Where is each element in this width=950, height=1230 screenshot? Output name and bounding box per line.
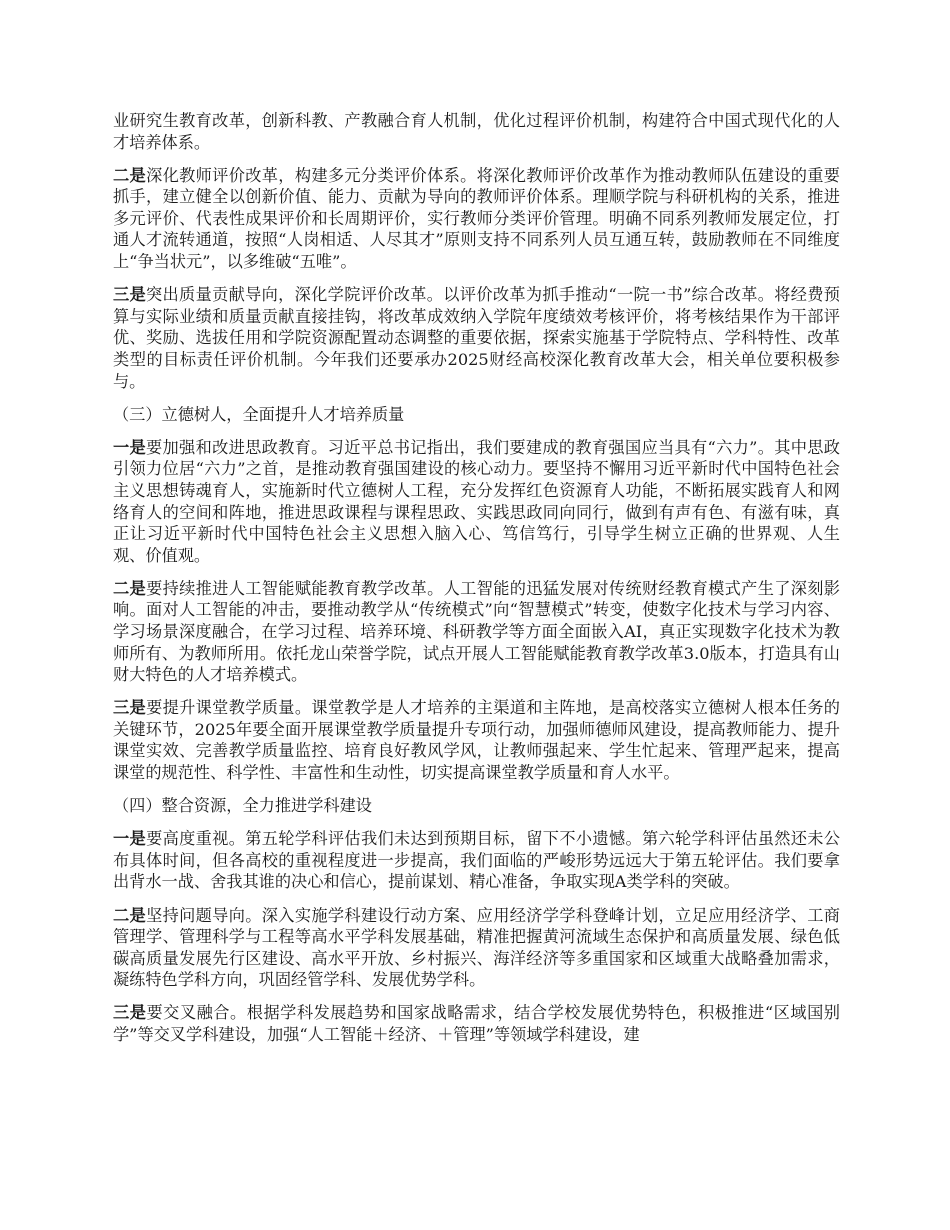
paragraph-text: 要高度重视。第五轮学科评估我们未达到预期目标，留下不小遗憾。第六轮学科评估虽然还未公布具体时间，但各高校的重视程度进一步提高，我们面临的严峻形势远远大于第五轮评估。我们要拿出背水一战、舍我其谁的决心和信心，提前谋划、精心准备，争取实现A类学科的突破。 (113, 829, 840, 892)
paragraph-lead: 二是 (113, 905, 147, 925)
paragraph-text: 坚持问题导向。深入实施学科建设行动方案、应用经济学学科登峰计划，立足应用经济学、工商管理学、管理科学与工程等高水平学科发展基础，精准把握黄河流域生态保护和高质量发展、绿色低碳高质量发展先行区建设、高水平开放、乡村振兴、海洋经济等多重国家和区域重大战略叠加需求，凝练特色学科方向，巩固经管学科、发展优势学科。 (113, 905, 840, 990)
paragraph-lead: 二是 (113, 165, 147, 185)
paragraph-high-priority (113, 828, 840, 893)
paragraph-text: 要交叉融合。根据学科发展趋势和国家战略需求，结合学校发展优势特色，积极推进“区域国别学”等交叉学科建设，加强“人工智能＋经济、＋管理”等领域学科建设，建 (113, 1003, 840, 1044)
paragraph-text: 突出质量贡献导向，深化学院评价改革。以评价改革为抓手推动“一院一书”综合改革。将经费预算与实际业绩和质量贡献直接挂钩，将改革成效纳入学院年度绩效考核评价，将考核结果作为干部评优、奖励、选拔任用和学院资源配置动态调整的重要依据，探索实施基于学院特点、学科特性、改革类型的目标责任评价机制。今年我们还要承办2025财经高校深化教育改革大会，相关单位要积极参与。 (113, 285, 840, 391)
paragraph-teacher-evaluation (113, 165, 840, 273)
paragraph-cross-integration (113, 1002, 840, 1045)
paragraph-text: 业研究生教育改革，创新科教、产教融合育人机制，优化过程评价机制，构建符合中国式现代化的人才培养体系。 (113, 111, 840, 152)
paragraph-lead: 二是 (113, 578, 147, 598)
paragraph-text: 要持续推进人工智能赋能教育教学改革。人工智能的迅猛发展对传统财经教育模式产生了深刻影响。面对人工智能的冲击，要推动教学从“传统模式”向“智慧模式”转变，使数字化技术与学习内容、学习场景深度融合，在学习过程、培养环境、科研教学等方面全面嵌入AI，真正实现数字化技术为教师所有、为教师所用。依托龙山荣誉学院，试点开展人工智能赋能教育教学改革3.0版本，打造具有山财大特色的人才培养模式。 (113, 578, 840, 685)
paragraph-classroom-quality (113, 697, 840, 783)
paragraph-intro-continuation (113, 110, 840, 153)
section-heading-4: （四）整合资源，全力推进学科建设 (113, 796, 372, 816)
paragraph-lead: 一是 (113, 829, 147, 849)
paragraph-text: 深化教师评价改革，构建多元分类评价体系。将深化教师评价改革作为推动教师队伍建设的重要抓手，建立健全以创新价值、能力、贡献为导向的教师评价体系。理顺学院与科研机构的关系，推进多元评价、代表性成果评价和长周期评价，实行教师分类评价管理。明确不同系列教师发展定位，打通人才流转通道，按照“人岗相适、人尽其才”原则支持不同系列人员互通互转，鼓励教师在不同维度上“争当状元”，以多维破“五唯”。 (113, 165, 840, 272)
paragraph-ai-education (113, 578, 840, 686)
section-heading-3: （三）立德树人，全面提升人才培养质量 (113, 404, 405, 424)
paragraph-text: 要提升课堂教学质量。课堂教学是人才培养的主渠道和主阵地，是高校落实立德树人根本任务的关键环节，2025年要全面开展课堂教学质量提升专项行动，加强师德师风建设，提高教师能力、提升课堂实效、完善教学质量监控、培育良好教风学风，让教师强起来、学生忙起来、管理严起来，提高课堂的规范性、科学性、丰富性和生动性，切实提高课堂教学质量和育人水平。 (113, 698, 840, 783)
paragraph-lead: 一是 (113, 437, 147, 457)
paragraph-problem-oriented (113, 905, 840, 991)
paragraph-lead: 三是 (113, 1003, 147, 1023)
paragraph-ideological-education (113, 437, 840, 567)
document-body (113, 110, 840, 1057)
paragraph-lead: 三是 (113, 698, 147, 718)
paragraph-text: 要加强和改进思政教育。习近平总书记指出，我们要建成的教育强国应当具有“六力”。其中思政引领力位居“六力”之首，是推动教育强国建设的核心动力。要坚持不懈用习近平新时代中国特色社会主义思想铸魂育人，实施新时代立德树人工程，充分发挥红色资源育人功能，不断拓展实践育人和网络育人的空间和阵地，推进思政课程与课程思政、实践思政同向同行，做到有声有色、有滋有味，真正让习近平新时代中国特色社会主义思想入脑入心、笃信笃行，引导学生树立正确的世界观、人生观、价值观。 (113, 437, 840, 565)
paragraph-lead: 三是 (113, 285, 147, 305)
paragraph-college-evaluation (113, 284, 840, 392)
